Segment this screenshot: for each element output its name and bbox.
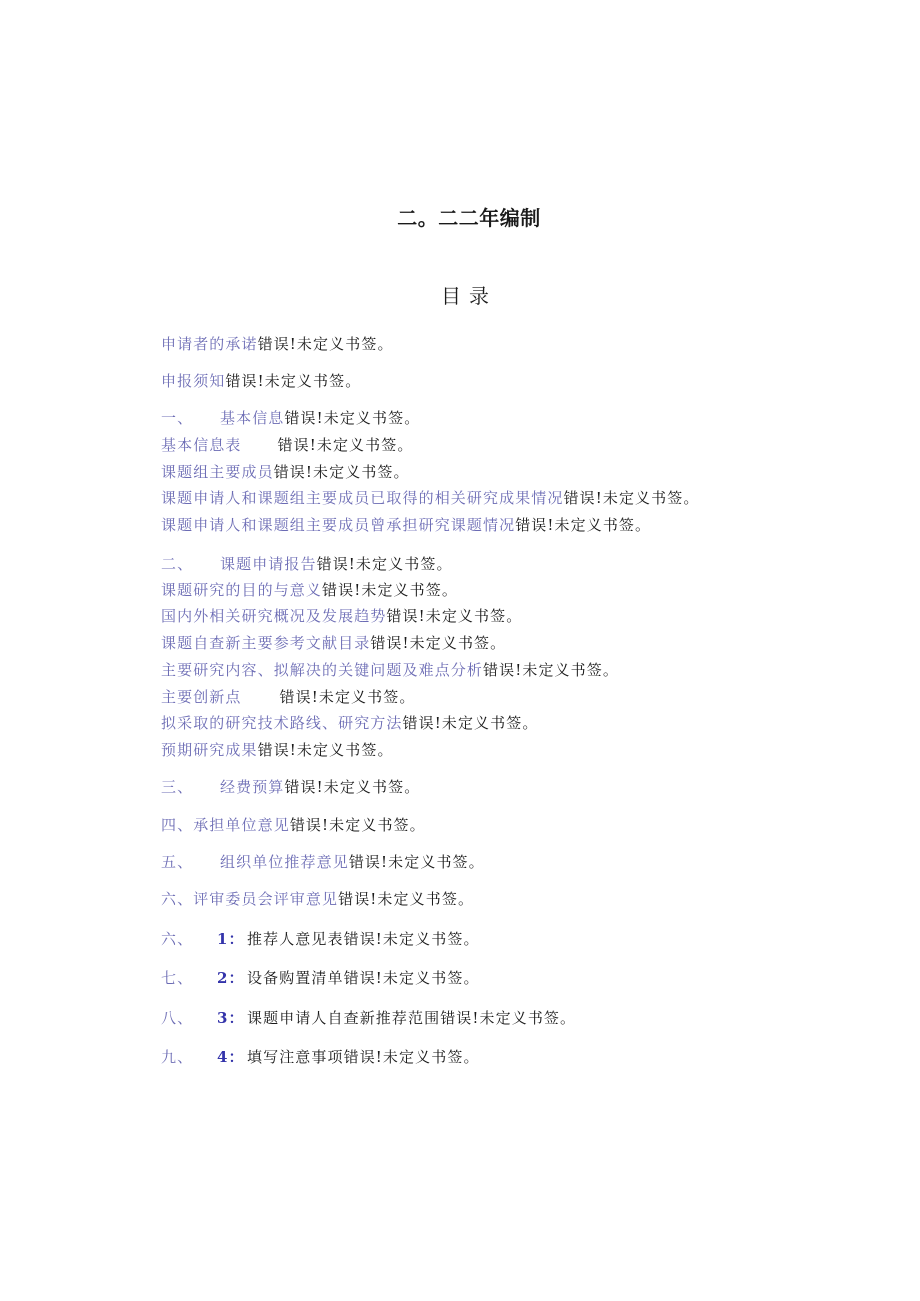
toc-entry-error: 错误!未定义书签。 xyxy=(343,930,480,948)
toc-entry-label[interactable]: 主要创新点 xyxy=(161,688,242,706)
toc-entry-error: 错误!未定义书签。 xyxy=(225,372,362,390)
toc-entry-label[interactable]: 推荐人意见表 xyxy=(247,930,344,948)
toc-entry-label[interactable]: 组织单位推荐意见 xyxy=(220,853,349,871)
toc-entry-number: 五、 xyxy=(161,853,194,871)
toc-entry-error: 错误!未定义书签。 xyxy=(279,688,416,706)
toc-entry-error: 错误!未定义书签。 xyxy=(284,409,421,427)
toc-entry-appendix-number: 1： xyxy=(217,930,245,948)
toc-entry-error: 错误!未定义书签。 xyxy=(257,335,394,353)
toc-entry-label[interactable]: 申报须知 xyxy=(161,372,226,390)
toc-entry-label[interactable]: 课题自查新主要参考文献目录 xyxy=(161,634,371,652)
toc-entry-label[interactable]: 主要研究内容、拟解决的关键问题及难点分析 xyxy=(161,661,484,679)
toc-entry[interactable] xyxy=(161,488,699,508)
toc-entry-label[interactable]: 拟采取的研究技术路线、研究方法 xyxy=(161,714,403,732)
toc-entry-label[interactable]: 申请者的承诺 xyxy=(161,335,258,353)
toc-entry-error: 错误!未定义书签。 xyxy=(257,741,394,759)
toc-entry-error: 错误!未定义书签。 xyxy=(563,489,700,507)
toc-entry[interactable] xyxy=(161,713,538,733)
toc-entry-label[interactable]: 评审委员会评审意见 xyxy=(193,890,339,908)
toc-entry[interactable] xyxy=(161,929,480,949)
toc-title: 目录 xyxy=(441,284,497,308)
toc-entry-label[interactable]: 基本信息 xyxy=(220,409,285,427)
toc-entry[interactable] xyxy=(161,580,458,600)
toc-entry[interactable] xyxy=(161,462,410,482)
toc-entry-appendix-number: 3： xyxy=(217,1009,245,1027)
toc-entry[interactable] xyxy=(161,435,413,455)
toc-entry-label[interactable]: 基本信息表 xyxy=(161,436,242,454)
toc-entry-label[interactable]: 课题组主要成员 xyxy=(161,463,274,481)
toc-entry-label[interactable]: 课题研究的目的与意义 xyxy=(161,581,323,599)
toc-entry[interactable] xyxy=(161,660,619,680)
toc-entry[interactable] xyxy=(161,371,361,391)
toc-entry-label[interactable]: 预期研究成果 xyxy=(161,741,258,759)
toc-entry[interactable] xyxy=(161,515,651,535)
toc-entry-error: 错误!未定义书签。 xyxy=(343,969,480,987)
toc-entry-number: 八、 xyxy=(161,1009,194,1027)
toc-entry-label[interactable]: 课题申请人自查新推荐范围 xyxy=(247,1009,441,1027)
toc-entry-error: 错误!未定义书签。 xyxy=(343,1048,480,1066)
toc-entry-label[interactable]: 设备购置清单 xyxy=(247,969,344,987)
toc-entry-error: 错误!未定义书签。 xyxy=(386,607,523,625)
toc-entry-error: 错误!未定义书签。 xyxy=(348,853,485,871)
toc-entry[interactable] xyxy=(161,408,420,428)
toc-entry-error: 错误!未定义书签。 xyxy=(370,634,507,652)
toc-entry-number: 九、 xyxy=(161,1048,194,1066)
toc-entry[interactable] xyxy=(161,852,485,872)
toc-entry-number: 七、 xyxy=(161,969,194,987)
toc-entry[interactable] xyxy=(161,554,453,574)
toc-entry-number: 二、 xyxy=(161,555,194,573)
toc-entry-error: 错误!未定义书签。 xyxy=(440,1009,577,1027)
toc-entry-error: 错误!未定义书签。 xyxy=(273,463,410,481)
toc-entry-appendix-number: 2： xyxy=(217,969,245,987)
toc-entry-number: 三、 xyxy=(161,778,194,796)
toc-entry-error: 错误!未定义书签。 xyxy=(338,890,475,908)
toc-entry-label[interactable]: 课题申请人和课题组主要成员曾承担研究课题情况 xyxy=(161,516,516,534)
toc-entry[interactable] xyxy=(161,740,394,760)
toc-entry-error: 错误!未定义书签。 xyxy=(277,436,414,454)
toc-entry[interactable] xyxy=(161,334,394,354)
toc-entry[interactable] xyxy=(161,815,426,835)
toc-entry-label[interactable]: 承担单位意见 xyxy=(193,816,290,834)
toc-entry[interactable] xyxy=(161,889,474,909)
toc-entry[interactable] xyxy=(161,968,480,988)
toc-entry-label[interactable]: 国内外相关研究概况及发展趋势 xyxy=(161,607,387,625)
toc-entry[interactable] xyxy=(161,1047,480,1067)
toc-entry-error: 错误!未定义书签。 xyxy=(515,516,652,534)
toc-entry-error: 错误!未定义书签。 xyxy=(284,778,421,796)
toc-entry-error: 错误!未定义书签。 xyxy=(483,661,619,679)
toc-entry[interactable] xyxy=(161,777,420,797)
toc-entry-number: 一、 xyxy=(161,409,194,427)
toc-entry[interactable] xyxy=(161,1008,576,1028)
toc-entry-label[interactable]: 填写注意事项 xyxy=(247,1048,344,1066)
toc-entry-number: 四、 xyxy=(161,816,194,834)
toc-entry[interactable] xyxy=(161,606,522,626)
toc-entry-label[interactable]: 课题申请人和课题组主要成员已取得的相关研究成果情况 xyxy=(161,489,564,507)
toc-entry-error: 错误!未定义书签。 xyxy=(402,714,539,732)
toc-entry[interactable] xyxy=(161,687,415,707)
toc-entry[interactable] xyxy=(161,633,506,653)
toc-entry-label[interactable]: 课题申请报告 xyxy=(220,555,317,573)
toc-entry-appendix-number: 4： xyxy=(217,1048,245,1066)
toc-entry-label[interactable]: 经费预算 xyxy=(220,778,285,796)
toc-entry-number: 六、 xyxy=(161,890,194,908)
year-title: 二。二二年编制 xyxy=(397,206,541,230)
toc-entry-error: 错误!未定义书签。 xyxy=(322,581,458,599)
toc-entry-number: 六、 xyxy=(161,930,194,948)
toc-entry-error: 错误!未定义书签。 xyxy=(316,555,453,573)
toc-entry-error: 错误!未定义书签。 xyxy=(289,816,426,834)
